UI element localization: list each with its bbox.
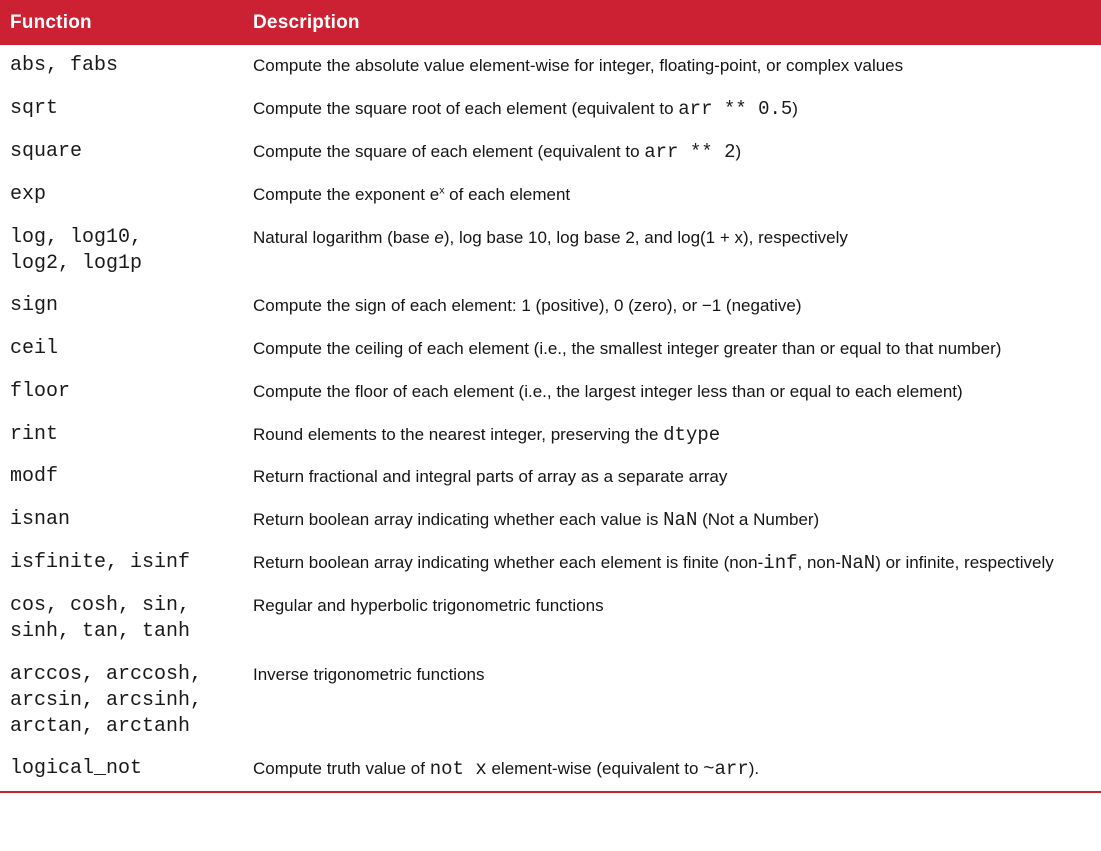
table-row [0, 45, 1101, 88]
table-bottom-rule [0, 791, 1101, 793]
function-cell: sqrt [10, 97, 59, 121]
table-row [0, 285, 1101, 328]
description-cell [253, 285, 1101, 328]
table-row [0, 748, 1101, 791]
table-row [0, 216, 1101, 285]
description-text: Compute the floor of each element (i.e., the largest integer less than or equal to each element) [253, 381, 963, 401]
table-row [0, 370, 1101, 413]
table-row [0, 542, 1101, 585]
inline-code: NaN [663, 509, 698, 532]
description-cell [253, 216, 1101, 259]
description-text: element-wise (equivalent to [486, 759, 704, 779]
description-text: Round elements to the nearest integer, preserving the [253, 424, 664, 444]
function-cell: sign [10, 294, 59, 318]
table-header-row [0, 0, 1101, 45]
description-text: ). [748, 759, 760, 779]
function-cell: logical_not [10, 757, 143, 781]
description-text: Inverse trigonometric functions [253, 664, 485, 684]
function-cell: isnan [10, 508, 71, 532]
description-text: ) [792, 99, 798, 119]
function-cell: exp [10, 182, 47, 206]
description-text: Compute the absolute value element-wise for integer, floating-point, or complex values [253, 56, 904, 76]
description-text: ) [735, 141, 742, 161]
table-row [0, 584, 1101, 653]
superscript-text: x [439, 184, 445, 197]
description-text: ), log base 10, log base 2, and log(1 + x), respectively [443, 227, 848, 247]
function-cell: floor [10, 379, 71, 403]
function-cell: cos, cosh, sin, sinh, tan, tanh [10, 593, 191, 643]
inline-code: not x [429, 758, 487, 781]
description-text: Natural logarithm (base [253, 227, 435, 247]
function-cell: ceil [10, 337, 59, 361]
function-cell: log, log10, log2, log1p [10, 225, 143, 275]
description-text: Return boolean array indicating whether each element is finite (non- [253, 552, 764, 572]
function-cell: square [10, 139, 83, 163]
table-row [0, 499, 1101, 542]
description-cell [253, 88, 1101, 131]
description-text: (Not a Number) [697, 510, 820, 530]
description-text: Compute the sign of each element: 1 (positive), 0 (zero), or −1 (negative) [253, 296, 802, 316]
description-cell [253, 542, 1101, 585]
column-header-description: Description [253, 11, 360, 33]
inline-code: arr ** 2 [644, 140, 736, 163]
inline-code: arr ** 0.5 [678, 98, 793, 121]
description-text: ) or infinite, respectively [875, 552, 1054, 572]
description-cell [253, 653, 1101, 696]
table-row [0, 131, 1101, 174]
inline-code: dtype [663, 423, 721, 446]
function-cell: modf [10, 465, 59, 489]
description-cell [253, 370, 1101, 413]
function-cell: arccos, arccosh, arcsin, arcsinh, arctan, arctanh [10, 662, 203, 738]
description-text: , non- [797, 552, 841, 572]
description-cell [253, 584, 1101, 627]
description-cell [253, 173, 1101, 216]
inline-code: NaN [841, 551, 876, 574]
table-row [0, 653, 1101, 748]
description-cell [253, 499, 1101, 542]
description-text: Compute the ceiling of each element (i.e., the smallest integer greater than or equal to that number) [253, 339, 1002, 359]
table-row [0, 413, 1101, 456]
function-cell: abs, fabs [10, 54, 119, 78]
description-cell [253, 413, 1101, 456]
description-cell [253, 328, 1101, 371]
column-header-function: Function [10, 11, 92, 33]
emphasis-text: e [434, 227, 444, 247]
table-row [0, 328, 1101, 371]
description-text: of each element [444, 184, 571, 204]
function-cell: rint [10, 422, 59, 446]
inline-code: inf [763, 551, 798, 574]
table-body [0, 45, 1101, 791]
table-row [0, 173, 1101, 216]
table-row [0, 88, 1101, 131]
table-row [0, 456, 1101, 499]
description-cell [253, 748, 1101, 791]
description-text: Regular and hyperbolic trigonometric functions [253, 595, 604, 615]
description-text: Compute truth value of [253, 759, 430, 779]
description-cell [253, 45, 1101, 88]
description-text: Compute the square root of each element (equivalent to [253, 99, 679, 119]
description-text: Compute the exponent e [253, 184, 440, 204]
description-cell [253, 456, 1101, 499]
description-text: Return fractional and integral parts of array as a separate array [253, 467, 728, 487]
description-cell [253, 131, 1101, 174]
inline-code: ~arr [703, 758, 749, 781]
description-text: Compute the square of each element (equivalent to [253, 141, 645, 161]
function-cell: isfinite, isinf [10, 550, 191, 574]
description-text: Return boolean array indicating whether each value is [253, 510, 664, 530]
